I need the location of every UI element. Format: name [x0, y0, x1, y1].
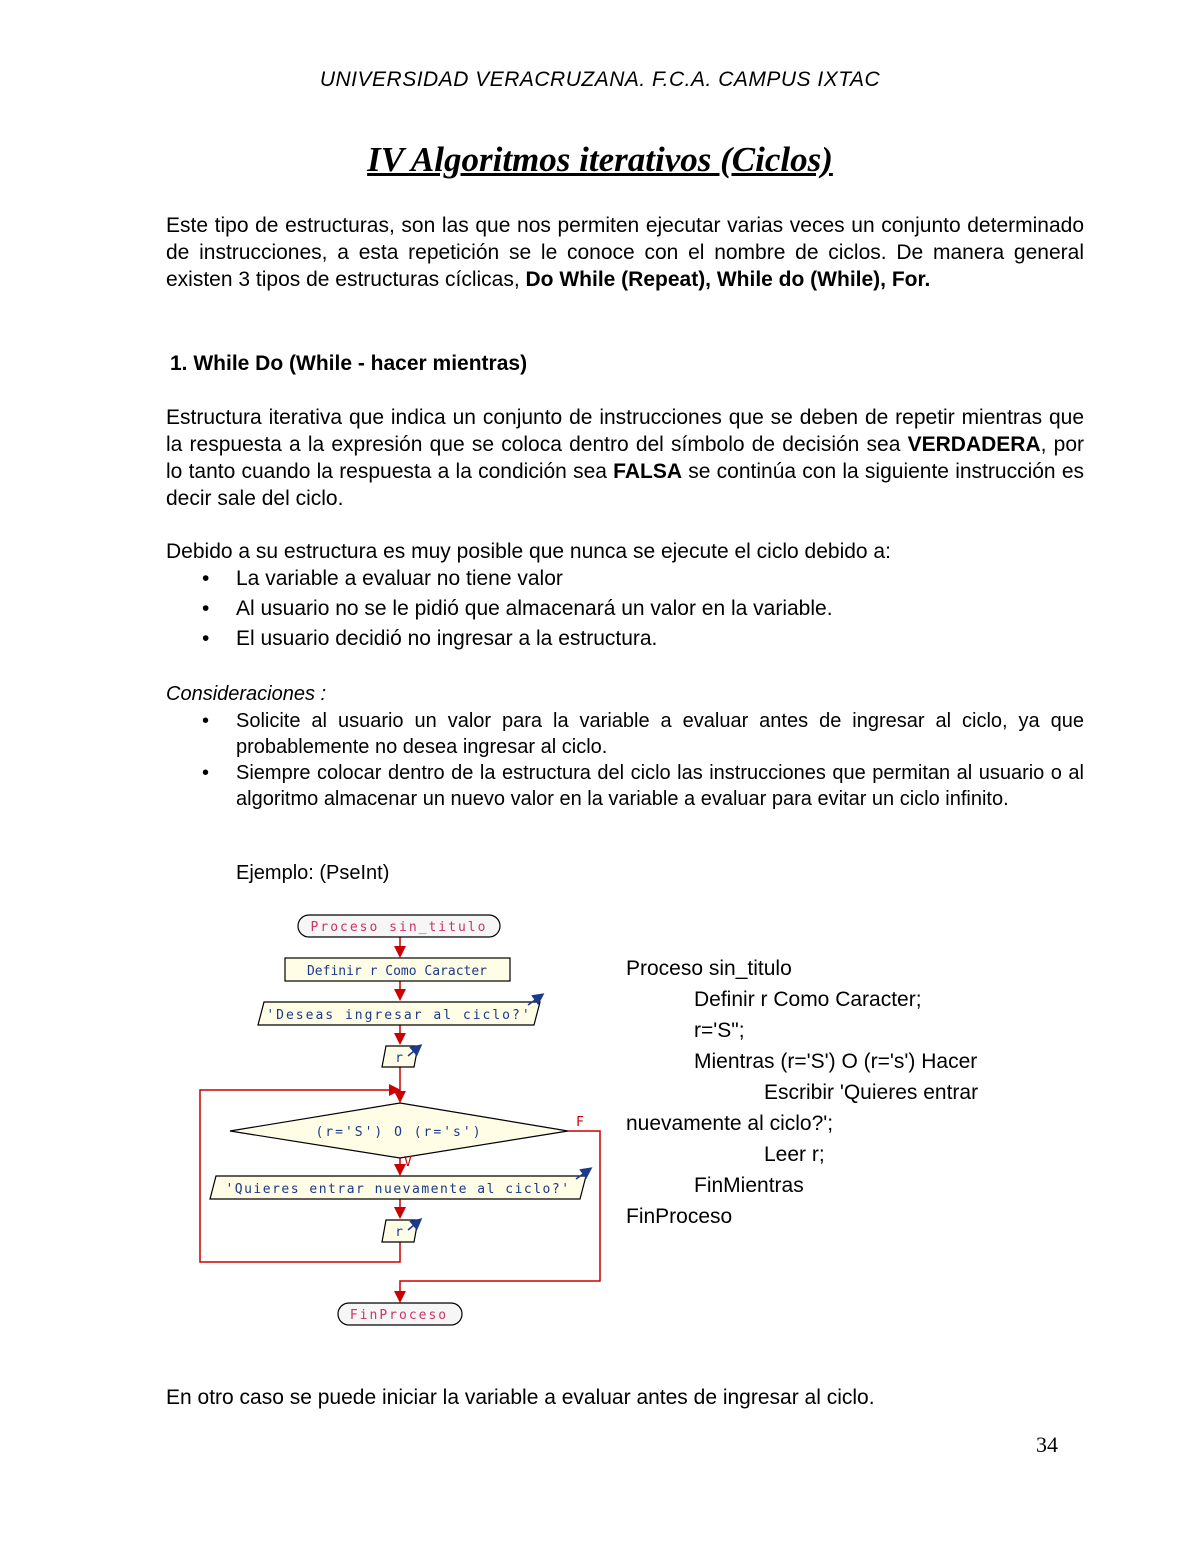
chapter-title: IV Algoritmos iterativos (Ciclos) — [367, 140, 833, 179]
code-line: r='S"; — [694, 1019, 745, 1042]
reason-paragraph: Debido a su estructura es muy posible que nunca se ejecute el ciclo debido a: — [166, 540, 891, 563]
define-label: Definir r Como Caracter — [306, 964, 488, 979]
condition-label: (r='S') O (r='s') — [315, 1125, 483, 1140]
code-line: Proceso sin_titulo — [626, 957, 792, 980]
list-item: • El usuario decidió no ingresar a la estructura. — [166, 624, 1084, 654]
code-line: Escribir 'Quieres entrar — [764, 1081, 979, 1104]
closing-paragraph: En otro caso se puede iniciar la variable a evaluar antes de ingresar al ciclo. — [166, 1386, 875, 1409]
pseudocode-block — [626, 953, 1066, 1232]
flowchart — [0, 0, 620, 1340]
def-falsa: FALSA — [613, 460, 683, 483]
page-number: 34 — [1036, 1432, 1058, 1457]
code-line: FinProceso — [626, 1205, 733, 1228]
def-text-a: Estructura iterativa que indica un conjunto de instrucciones que se deben de repetir mientras que la respuesta a la expresión que se coloca dentro del símbolo de decisión sea — [166, 406, 1084, 456]
def-text-d: se continúa con la siguiente instrucción es decir sale del ciclo. — [166, 460, 1084, 510]
start-label: Proceso sin_titulo — [310, 920, 488, 935]
list-item: • Al usuario no se le pidió que almacenará un valor en la variable. — [166, 594, 1084, 624]
code-line: nuevamente al ciclo?'; — [626, 1112, 834, 1135]
def-text-c: , por lo tanto cuando la respuesta a la condición sea — [166, 433, 1085, 483]
list-item: • Siempre colocar dentro de la estructura del ciclo las instrucciones que permitan al usuario o al algoritmo almacenar un nuevo valor en la variable a evaluar para evitar un ciclo infinito. — [166, 760, 1084, 812]
write2-label: 'Quieres entrar nuevamente al ciclo?' — [225, 1182, 571, 1197]
code-line: Leer r; — [764, 1143, 825, 1166]
code-line: FinMientras — [694, 1174, 804, 1197]
example-label: Ejemplo: (PseInt) — [236, 862, 390, 884]
page-header: UNIVERSIDAD VERACRUZANA. F.C.A. CAMPUS IXTAC — [319, 68, 881, 91]
intro-bold: Do While (Repeat), While do (While), For. — [525, 268, 931, 291]
list-item: • La variable a evaluar no tiene valor — [166, 564, 1084, 594]
code-line: Mientras (r='S') O (r='s') Hacer — [694, 1050, 978, 1073]
false-label: F — [576, 1115, 584, 1130]
list-item: • Solicite al usuario un valor para la variable a evaluar antes de ingresar al ciclo, ya que probablemente no desea ingresar al ciclo. — [166, 708, 1084, 760]
section-heading: 1. While Do (While - hacer mientras) — [170, 352, 528, 375]
code-line: Definir r Como Caracter; — [694, 988, 922, 1011]
read1-label: r — [395, 1051, 403, 1066]
intro-text: Este tipo de estructuras, son las que nos permiten ejecutar varias veces un conjunto determinado de instrucciones, a esta repetición se le conoce con el nombre de ciclos. De manera general existen 3 tipos de estructuras cíclicas, — [166, 214, 1084, 291]
end-label: FinProceso — [349, 1308, 449, 1323]
considerations-label: Consideraciones : — [166, 683, 327, 705]
read2-label: r — [395, 1225, 403, 1240]
def-verdadera: VERDADERA — [907, 433, 1041, 456]
write1-label: 'Deseas ingresar al ciclo?' — [266, 1008, 532, 1023]
true-label: V — [404, 1155, 412, 1170]
